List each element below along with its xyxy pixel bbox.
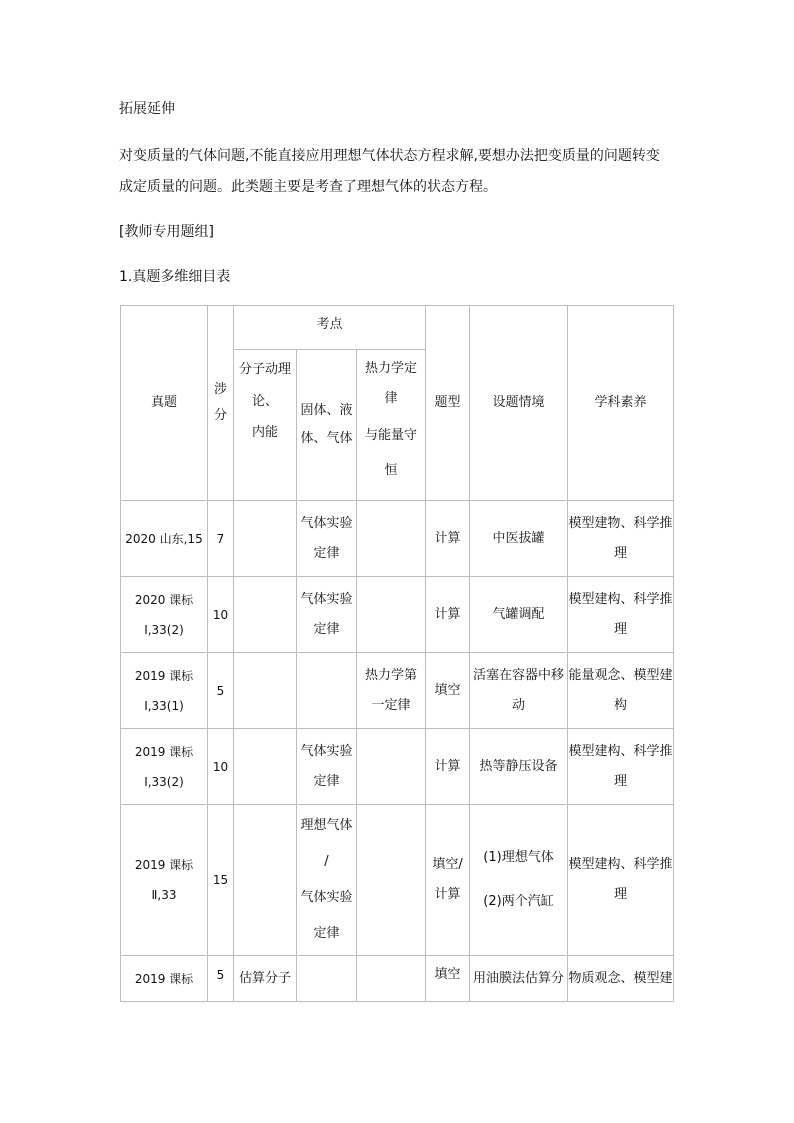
cell-qingjing	[470, 805, 568, 956]
cell-sub2-l1: 气体实验	[300, 743, 353, 759]
cell-zhenti	[121, 501, 208, 577]
header-shefen	[208, 306, 234, 501]
header-qingjing: 设题情境	[470, 306, 568, 501]
cell-suyang-l1: 能量观念、模型建	[568, 667, 673, 683]
cell-suyang-l1: 模型建物、科学推	[568, 515, 673, 531]
cell-suyang	[568, 501, 674, 577]
header-kaodian: 考点	[234, 306, 426, 350]
cell-zhenti-l1: 2019 课标	[134, 858, 194, 872]
cell-sub1	[234, 577, 297, 653]
cell-zhenti	[121, 729, 208, 805]
header-shefen-line2: 分	[213, 408, 227, 423]
header-sub-relixue-l4: 恒	[384, 463, 398, 478]
cell-sub2-l3: 气体实验	[300, 890, 353, 905]
cell-sub2-l2: /	[324, 854, 329, 869]
cell-sub1	[234, 805, 297, 956]
cell-sub2	[297, 729, 357, 805]
cell-suyang-l1: 模型建构、科学推	[568, 743, 673, 759]
cell-shefen: 7	[208, 501, 234, 577]
cell-sub3	[357, 956, 426, 1002]
cell-sub3	[357, 577, 426, 653]
header-shefen-line1: 涉	[213, 382, 227, 397]
header-sub-fenzi-l3: 内能	[251, 425, 278, 440]
cell-qingjing-l2: (2)两个汽缸	[483, 894, 554, 909]
header-sub-fenzi-l1: 分子动理	[238, 362, 291, 377]
cell-sub3	[357, 501, 426, 577]
cell-suyang-l2: 理	[614, 773, 628, 789]
cell-sub2-l2: 定律	[313, 545, 340, 561]
table-header-row-1	[121, 306, 674, 350]
cell-sub2	[297, 653, 357, 729]
cell-sub1	[234, 729, 297, 805]
cell-suyang	[568, 805, 674, 956]
cell-sub3	[357, 653, 426, 729]
cell-zhenti-l2: Ⅰ,33(2)	[144, 622, 184, 637]
cell-tixing	[426, 805, 470, 956]
cell-qingjing-l1: 活塞在容器中移	[473, 667, 565, 683]
cell-zhenti-l2: Ⅰ,33(1)	[144, 698, 184, 713]
cell-sub3	[357, 729, 426, 805]
cell-qingjing: 中医拔罐	[470, 501, 568, 577]
table-row	[121, 956, 674, 1002]
cell-qingjing: 气罐调配	[470, 577, 568, 653]
cell-qingjing-l1: (1)理想气体	[483, 850, 554, 865]
table-row	[121, 501, 674, 577]
cell-qingjing: 热等静压设备	[470, 729, 568, 805]
cell-shefen: 10	[208, 577, 234, 653]
paragraph-line-2: 成定质量的问题。此类题主要是考查了理想气体的状态方程。	[119, 179, 497, 195]
cell-tixing: 计算	[426, 729, 470, 805]
cell-sub3	[357, 805, 426, 956]
cell-zhenti-l2: Ⅱ,33	[151, 888, 177, 902]
cell-tixing: 计算	[426, 577, 470, 653]
cell-tixing: 计算	[426, 501, 470, 577]
cell-sub1: 估算分子	[234, 956, 297, 1002]
cell-zhenti-l1: 2020 山东,15	[125, 531, 203, 546]
table-row	[121, 805, 674, 956]
header-sub-relixue-l3: 与能量守	[365, 428, 418, 443]
cell-qingjing: 用油膜法估算分	[470, 956, 568, 1002]
cell-suyang-l2: 理	[614, 545, 628, 561]
cell-sub3-l2: 一定律	[371, 697, 411, 713]
cell-sub2-l2: 定律	[313, 773, 340, 789]
section-heading: 拓展延伸	[119, 101, 175, 117]
header-sub-relixue	[357, 350, 426, 501]
header-sub-guti: 固体、液体、气体	[297, 350, 357, 501]
cell-suyang-l1: 模型建构、科学推	[568, 591, 673, 607]
cell-tixing: 填空	[426, 956, 470, 1002]
cell-sub2	[297, 577, 357, 653]
table-row	[121, 729, 674, 805]
cell-zhenti	[121, 577, 208, 653]
cell-suyang-l2: 构	[614, 697, 628, 713]
cell-qingjing-l2: 动	[512, 697, 526, 713]
cell-sub2-l1: 气体实验	[300, 591, 353, 607]
exam-breakdown-table	[120, 305, 674, 1002]
cell-sub2	[297, 956, 357, 1002]
cell-sub2	[297, 805, 357, 956]
cell-zhenti-l1: 2019 课标	[134, 744, 194, 759]
cell-sub2-l4: 定律	[313, 926, 340, 941]
teacher-section-label: [教师专用题组]	[119, 224, 214, 240]
cell-suyang	[568, 729, 674, 805]
cell-suyang: 物质观念、模型建	[568, 956, 674, 1002]
table-row	[121, 577, 674, 653]
cell-qingjing	[470, 653, 568, 729]
cell-sub1	[234, 653, 297, 729]
cell-suyang-l2: 理	[614, 621, 628, 637]
cell-suyang	[568, 653, 674, 729]
cell-tixing: 填空	[426, 653, 470, 729]
header-sub-fenzi-l2: 论、	[251, 394, 278, 409]
header-suyang: 学科素养	[568, 306, 674, 501]
cell-zhenti	[121, 653, 208, 729]
paragraph-line-1: 对变质量的气体问题,不能直接应用理想气体状态方程求解,要想办法把变质量的问题转变	[119, 148, 660, 164]
cell-sub2-l2: 定律	[313, 621, 340, 637]
table-title: 1.真题多维细目表	[119, 269, 231, 285]
cell-sub3-l1: 热力学第	[365, 667, 418, 683]
cell-tixing-l2: 计算	[434, 887, 461, 902]
header-sub-relixue-l1: 热力学定	[365, 361, 418, 376]
cell-suyang-l1: 模型建构、科学推	[568, 857, 673, 872]
cell-shefen: 5	[208, 653, 234, 729]
cell-sub2-l1: 理想气体	[300, 818, 353, 833]
cell-zhenti	[121, 956, 208, 1002]
cell-shefen: 15	[208, 805, 234, 956]
table-row	[121, 653, 674, 729]
cell-zhenti	[121, 805, 208, 956]
cell-suyang	[568, 577, 674, 653]
cell-shefen: 10	[208, 729, 234, 805]
cell-zhenti-l2: Ⅰ,33(2)	[144, 774, 184, 789]
header-zhenti: 真题	[121, 306, 208, 501]
cell-zhenti-l1: 2019 课标	[134, 668, 194, 683]
header-sub-fenzi	[234, 350, 297, 501]
cell-shefen: 5	[208, 956, 234, 1002]
cell-suyang-l2: 理	[614, 887, 628, 902]
header-sub-relixue-l2: 律	[384, 391, 398, 406]
cell-zhenti-l1: 2020 课标	[134, 592, 194, 607]
cell-tixing-l1: 填空/	[432, 857, 463, 872]
cell-sub2	[297, 501, 357, 577]
cell-sub2-l1: 气体实验	[300, 515, 353, 531]
header-tixing: 题型	[426, 306, 470, 501]
cell-zhenti-l1: 2019 课标	[134, 971, 194, 986]
cell-sub1	[234, 501, 297, 577]
